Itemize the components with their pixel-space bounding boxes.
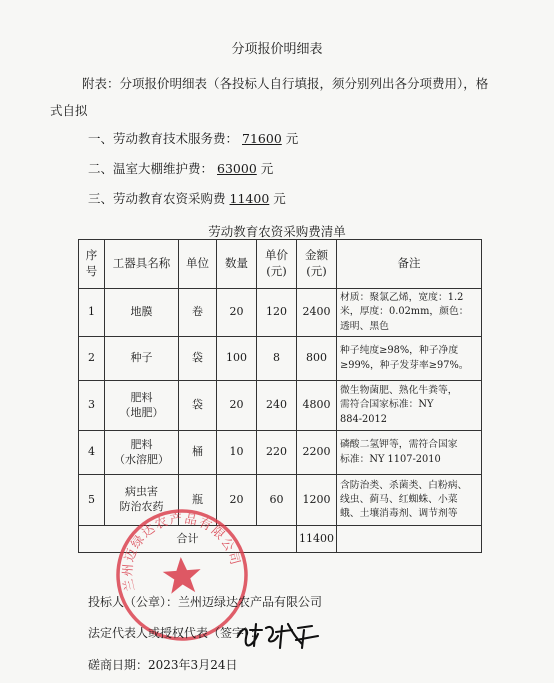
cell-name: 病虫害 防治农药 (105, 475, 179, 526)
cell-amount: 4800 (297, 381, 337, 431)
cell-qty: 10 (217, 431, 257, 475)
fee-item-amount: 11400 (229, 191, 270, 206)
table-subtitle: 劳动教育农资采购费清单 (208, 224, 346, 239)
cell-remark: 材质：聚氯乙烯，宽度：1.2 米，厚度：0.02mm，颜色： 透明、黑色 (337, 289, 482, 337)
cell-no: 4 (79, 431, 105, 475)
header-name: 工器具名称 (105, 240, 179, 289)
intro-line-1: 附表：分项报价明细表（各投标人自行填报，须分别列出各分项费用），格 (82, 76, 489, 91)
cell-name: 地膜 (105, 289, 179, 337)
total-label: 合计 (79, 526, 297, 553)
cell-unit: 袋 (179, 337, 217, 381)
cell-name: 肥料 （地肥） (105, 381, 179, 431)
table-row (79, 289, 482, 337)
intro-line-2: 式自拟 (50, 103, 88, 118)
cell-qty: 20 (217, 475, 257, 526)
cell-unit: 卷 (179, 289, 217, 337)
table-header-row (79, 240, 482, 289)
table-row (79, 381, 482, 431)
cell-amount: 2200 (297, 431, 337, 475)
cell-no: 3 (79, 381, 105, 431)
fee-item-amount: 71600 (242, 131, 282, 146)
cell-name: 肥料 （水溶肥） (105, 431, 179, 475)
fee-item-unit: 元 (260, 161, 274, 176)
date-label: 磋商日期： (88, 658, 149, 672)
date-value: 2023年3月24日 (148, 658, 238, 672)
cell-unit: 瓶 (179, 475, 217, 526)
cell-amount: 800 (297, 337, 337, 381)
cell-price: 120 (257, 289, 297, 337)
cell-remark-empty (337, 526, 482, 553)
cell-amount: 1200 (297, 475, 337, 526)
cell-remark: 磷酸二氢钾等，需符合国家 标准：NY 1107-2010 (337, 431, 482, 475)
cell-remark: 含防治类、杀菌类、白粉病、 线虫、蓟马、红蜘蛛、小菜 蛾、土壤消毒剂、调节剂等 (337, 475, 482, 526)
header-qty: 数量 (217, 240, 257, 289)
cell-no: 1 (79, 289, 105, 337)
fee-item-label: 一、劳动教育技术服务费： (88, 131, 239, 146)
cell-remark: 微生物菌肥、熟化牛粪等， 需符合国家标准：NY 884-2012 (337, 381, 482, 431)
representative-label: 法定代表人或授权代表（签字）： (88, 626, 263, 640)
cell-price: 240 (257, 381, 297, 431)
table-row (79, 431, 482, 475)
header-remark: 备注 (337, 240, 482, 289)
fee-item-3 (88, 189, 286, 207)
document-title: 分项报价明细表 (231, 42, 323, 57)
seal-star-icon (162, 556, 202, 595)
fee-item-1 (88, 129, 298, 147)
fee-item-unit: 元 (273, 191, 286, 206)
procurement-table (78, 239, 482, 553)
cell-price: 220 (257, 431, 297, 475)
cell-qty: 20 (217, 381, 257, 431)
header-amount: 金额 (元) (297, 240, 337, 289)
fee-item-label: 二、温室大棚维护费： (88, 161, 214, 176)
total-amount: 11400 (297, 526, 337, 553)
fee-item-amount: 63000 (217, 161, 257, 176)
cell-qty: 100 (217, 337, 257, 381)
handwritten-signature (232, 618, 332, 652)
cell-name: 种子 (105, 337, 179, 381)
bidder-name: 兰州迈绿达农产品有限公司 (178, 595, 323, 609)
bidder-label: 投标人（公章）： (88, 595, 179, 609)
cell-no: 5 (79, 475, 105, 526)
table-row (79, 337, 482, 381)
seal-text-path: 兰州迈绿达农产品有限公司 (119, 510, 244, 594)
fee-item-unit: 元 (285, 131, 299, 146)
header-price: 单价 (元) (257, 240, 297, 289)
cell-amount: 2400 (297, 289, 337, 337)
cell-qty: 20 (217, 289, 257, 337)
cell-price: 60 (257, 475, 297, 526)
cell-price: 8 (257, 337, 297, 381)
cell-no: 2 (79, 337, 105, 381)
bidder-line (88, 593, 322, 610)
date-line (88, 656, 237, 673)
cell-unit: 袋 (179, 381, 217, 431)
header-no: 序 号 (79, 240, 105, 289)
cell-remark: 种子纯度≥98%，种子净度 ≥99%，种子发芽率≥97%。 (337, 337, 482, 381)
cell-unit: 桶 (179, 431, 217, 475)
fee-item-label: 三、劳动教育农资采购费 (88, 191, 226, 206)
header-unit: 单位 (179, 240, 217, 289)
fee-item-2 (88, 159, 273, 177)
